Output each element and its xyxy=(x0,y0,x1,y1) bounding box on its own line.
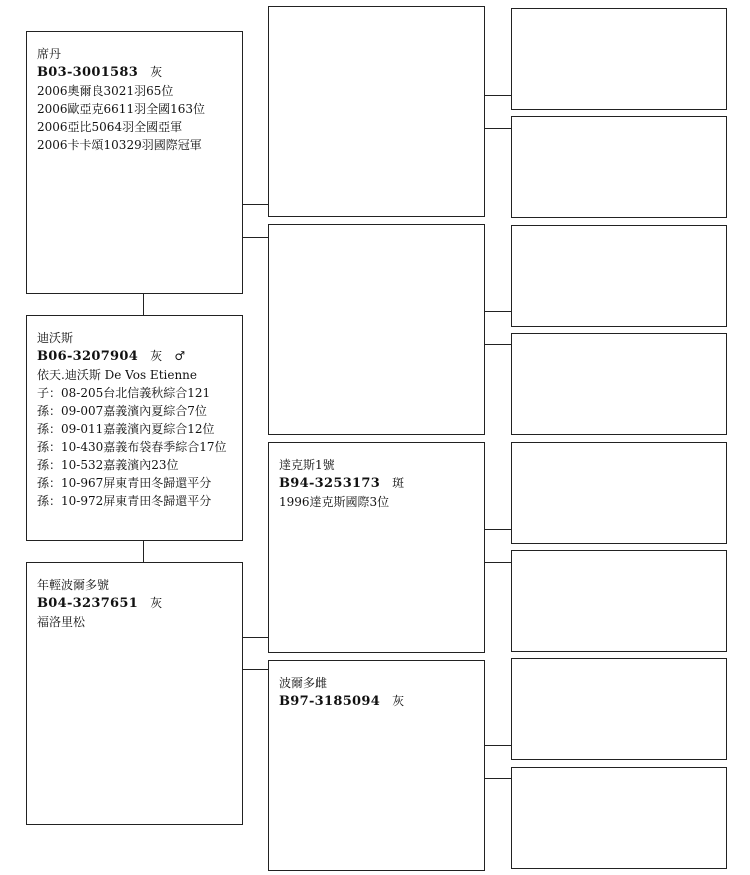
dam-grandsire-ring-row xyxy=(279,474,484,493)
dam-sire-note-7: 孫：10-967屏東青田冬歸還平分 xyxy=(37,476,212,490)
connector-gen2-2-to-gen3-3 xyxy=(485,311,511,312)
sire-note-1: 2006奧爾良3021羽65位 xyxy=(37,84,174,98)
dam-sire-color: 灰 xyxy=(150,349,163,363)
gen3-card-3 xyxy=(511,225,727,327)
gen3-card-4 xyxy=(511,333,727,435)
gen3-card-5 xyxy=(511,442,727,544)
gen3-card-8 xyxy=(511,767,727,869)
dam-sire-card xyxy=(26,315,243,541)
dam-granddam-name: 波爾多雌 xyxy=(279,676,328,690)
connector-gen2-3-to-gen3-6 xyxy=(485,562,511,563)
dam-sire-note-2: 子：08-205台北信義秋綜合121 xyxy=(37,386,211,400)
connector-dam-sire-dam xyxy=(143,541,144,562)
connector-sire-to-sire-dam xyxy=(243,237,268,238)
connector-gen2-1-to-gen3-1 xyxy=(485,95,511,96)
dam-sire-note-1: 依天.迪沃斯 De Vos Etienne xyxy=(37,368,198,382)
dam-sire-note-8: 孫：10-972屏東青田冬歸還平分 xyxy=(37,494,212,508)
sire-note-2: 2006歐亞克6611羽全國163位 xyxy=(37,102,205,116)
gen3-card-1 xyxy=(511,8,727,110)
dam-sire-note-3: 孫：09-007嘉義濱內夏綜合7位 xyxy=(37,404,207,418)
dam-granddam-ring-row xyxy=(279,692,484,711)
dam-grandsire-ring-number: B94-3253173 xyxy=(279,476,381,491)
sire-note-3: 2006亞比5064羽全國亞軍 xyxy=(37,120,183,134)
dam-grandsire-name: 達克斯1號 xyxy=(279,458,335,472)
dam-sire-note-6: 孫：10-532嘉義濱內23位 xyxy=(37,458,179,472)
dam-color: 灰 xyxy=(150,596,163,610)
connector-dam-to-grandsire xyxy=(243,637,268,638)
dam-grandsire-color: 斑 xyxy=(392,476,405,490)
dam-card xyxy=(26,562,243,825)
dam-granddam-card xyxy=(268,660,485,871)
dam-ring-number: B04-3237651 xyxy=(37,596,139,611)
gen3-card-6 xyxy=(511,550,727,652)
sire-ring-row xyxy=(37,63,242,82)
sire-ring-number: B03-3001583 xyxy=(37,65,139,80)
connector-gen2-4-to-gen3-7 xyxy=(485,745,511,746)
dam-granddam-color: 灰 xyxy=(392,694,405,708)
sire-color: 灰 xyxy=(150,65,163,79)
dam-name: 年輕波爾多號 xyxy=(37,578,110,592)
dam-sire-ring-row xyxy=(37,347,242,366)
connector-gen2-2-to-gen3-4 xyxy=(485,344,511,345)
dam-grandsire-note-1: 1996達克斯國際3位 xyxy=(279,495,390,509)
connector-gen2-3-to-gen3-5 xyxy=(485,529,511,530)
connector-sire-dam-sire xyxy=(143,294,144,315)
gen3-card-2 xyxy=(511,116,727,218)
dam-granddam-ring-number: B97-3185094 xyxy=(279,694,381,709)
dam-sire-note-4: 孫：09-011嘉義濱內夏綜合12位 xyxy=(37,422,215,436)
gen3-card-7 xyxy=(511,658,727,760)
male-sex-icon: ♂ xyxy=(174,349,186,363)
dam-sire-name: 迪沃斯 xyxy=(37,331,74,345)
dam-ring-row xyxy=(37,594,242,613)
dam-sire-ring-number: B06-3207904 xyxy=(37,349,139,364)
connector-gen2-1-to-gen3-2 xyxy=(485,128,511,129)
sire-card xyxy=(26,31,243,294)
sire-sire-card xyxy=(268,6,485,217)
connector-dam-to-granddam xyxy=(243,669,268,670)
connector-sire-to-sire-sire xyxy=(243,204,268,205)
sire-name: 席丹 xyxy=(37,47,62,61)
sire-dam-card xyxy=(268,224,485,435)
sire-note-4: 2006卡卡頌10329羽國際冠軍 xyxy=(37,138,202,152)
connector-gen2-4-to-gen3-8 xyxy=(485,778,511,779)
dam-grandsire-card xyxy=(268,442,485,653)
dam-note-1: 福洛里松 xyxy=(37,615,86,629)
dam-sire-note-5: 孫：10-430嘉義布袋春季綜合17位 xyxy=(37,440,227,454)
